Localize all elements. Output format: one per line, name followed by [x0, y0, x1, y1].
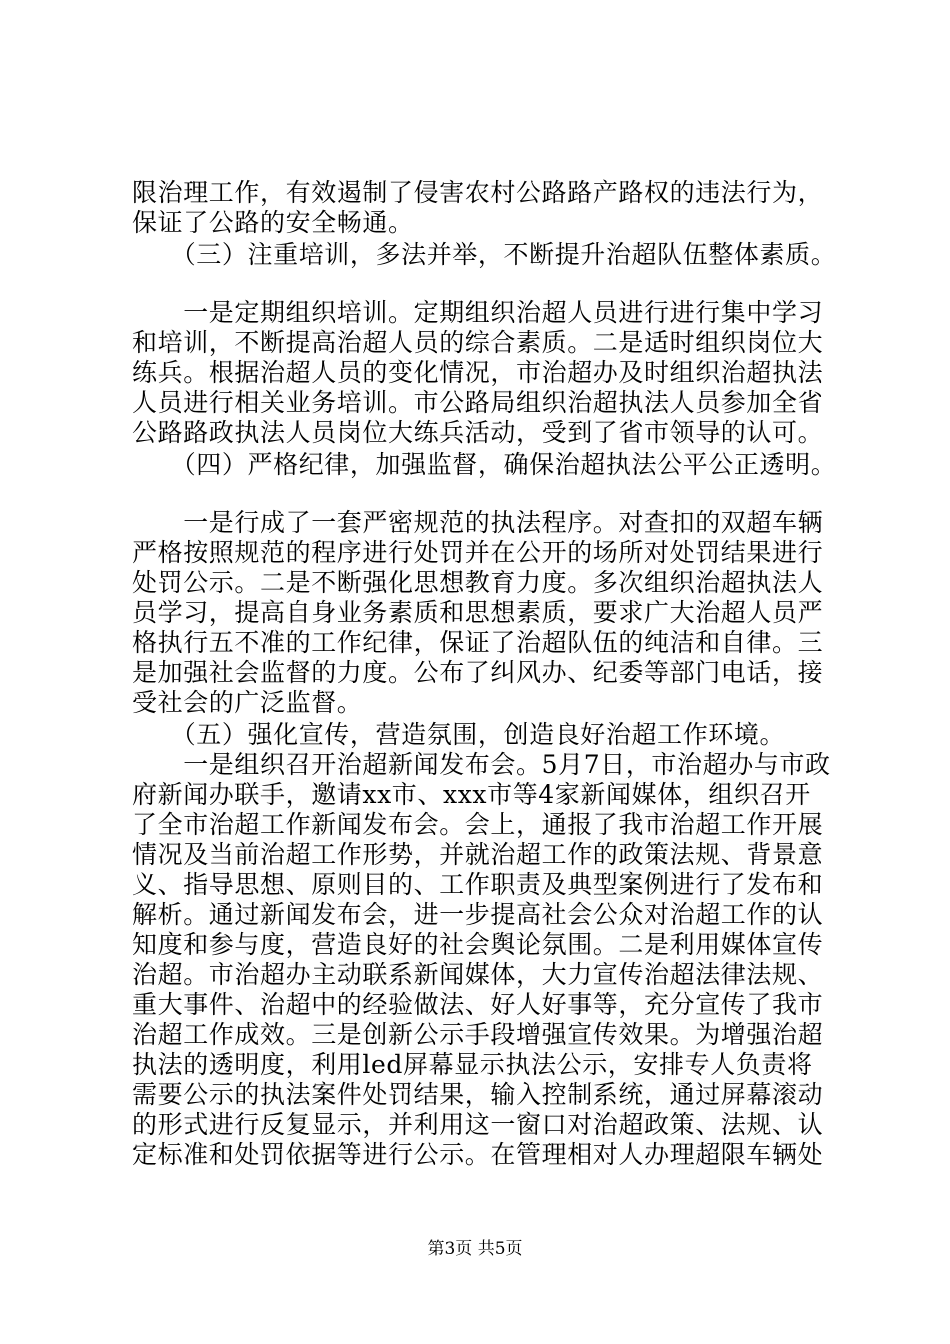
paragraph-line: 和培训，不断提高治超人员的综合素质。二是适时组织岗位大 [132, 328, 824, 357]
section-heading: （五）强化宣传，营造氛围，创造良好治超工作环境。 [132, 720, 786, 749]
paragraph-line: 格执行五不准的工作纪律，保证了治超队伍的纯洁和自律。三 [132, 628, 824, 657]
paragraph-line: 治超工作成效。三是创新公示手段增强宣传效果。为增强治超 [132, 1020, 824, 1049]
paragraph-line: 人员进行相关业务培训。市公路局组织治超执法人员参加全省 [132, 388, 824, 417]
paragraph-line: 知度和参与度，营造良好的社会舆论氛围。二是利用媒体宣传 [132, 930, 824, 959]
section-heading: （三）注重培训，多法并举，不断提升治超队伍整体素质。 [132, 240, 837, 269]
paragraph-line: 限治理工作，有效遏制了侵害农村公路路产路权的违法行为， [132, 178, 824, 207]
paragraph-line: 了全市治超工作新闻发布会。会上，通报了我市治超工作开展 [132, 810, 824, 839]
paragraph-line: 情况及当前治超工作形势，并就治超工作的政策法规、背景意 [132, 840, 824, 869]
paragraph-line: 解析。通过新闻发布会，进一步提高社会公众对治超工作的认 [132, 900, 824, 929]
paragraph-line: 的形式进行反复显示，并利用这一窗口对治超政策、法规、认 [132, 1110, 824, 1139]
paragraph-line: 练兵。根据治超人员的变化情况，市治超办及时组织治超执法 [132, 358, 824, 387]
paragraph-line: 保证了公路的安全畅通。 [132, 208, 414, 237]
paragraph-line: 是加强社会监督的力度。公布了纠风办、纪委等部门电话，接 [132, 658, 824, 687]
paragraph-line: 需要公示的执法案件处罚结果，输入控制系统，通过屏幕滚动 [132, 1080, 824, 1109]
paragraph-line: 执法的透明度，利用led屏幕显示执法公示，安排专人负责将 [132, 1050, 813, 1079]
paragraph-line: 府新闻办联手，邀请xx市、xxx市等4家新闻媒体，组织召开 [132, 780, 811, 809]
paragraph-line: 受社会的广泛监督。 [132, 688, 363, 717]
paragraph-line: 治超。市治超办主动联系新闻媒体，大力宣传治超法律法规、 [132, 960, 824, 989]
paragraph-line: 重大事件、治超中的经验做法、好人好事等，充分宣传了我市 [132, 990, 824, 1019]
paragraph-line: 义、指导思想、原则目的、工作职责及典型案例进行了发布和 [132, 870, 824, 899]
section-heading: （四）严格纪律，加强监督，确保治超执法公平公正透明。 [132, 450, 837, 479]
page-number-footer: 第3页 共5页 [427, 1239, 523, 1259]
paragraph-line: 处罚公示。二是不断强化思想教育力度。多次组织治超执法人 [132, 568, 824, 597]
paragraph-line: 一是组织召开治超新闻发布会。5月7日，市治超办与市政 [132, 750, 831, 779]
paragraph-line: 一是行成了一套严密规范的执法程序。对查扣的双超车辆 [132, 508, 824, 537]
paragraph-line: 严格按照规范的程序进行处罚并在公开的场所对处罚结果进行 [132, 538, 824, 567]
paragraph-line: 定标准和处罚依据等进行公示。在管理相对人办理超限车辆处 [132, 1140, 824, 1169]
paragraph-line: 员学习，提高自身业务素质和思想素质，要求广大治超人员严 [132, 598, 824, 627]
paragraph-line: 一是定期组织培训。定期组织治超人员进行进行集中学习 [132, 298, 824, 327]
paragraph-line: 公路路政执法人员岗位大练兵活动，受到了省市领导的认可。 [132, 418, 824, 447]
